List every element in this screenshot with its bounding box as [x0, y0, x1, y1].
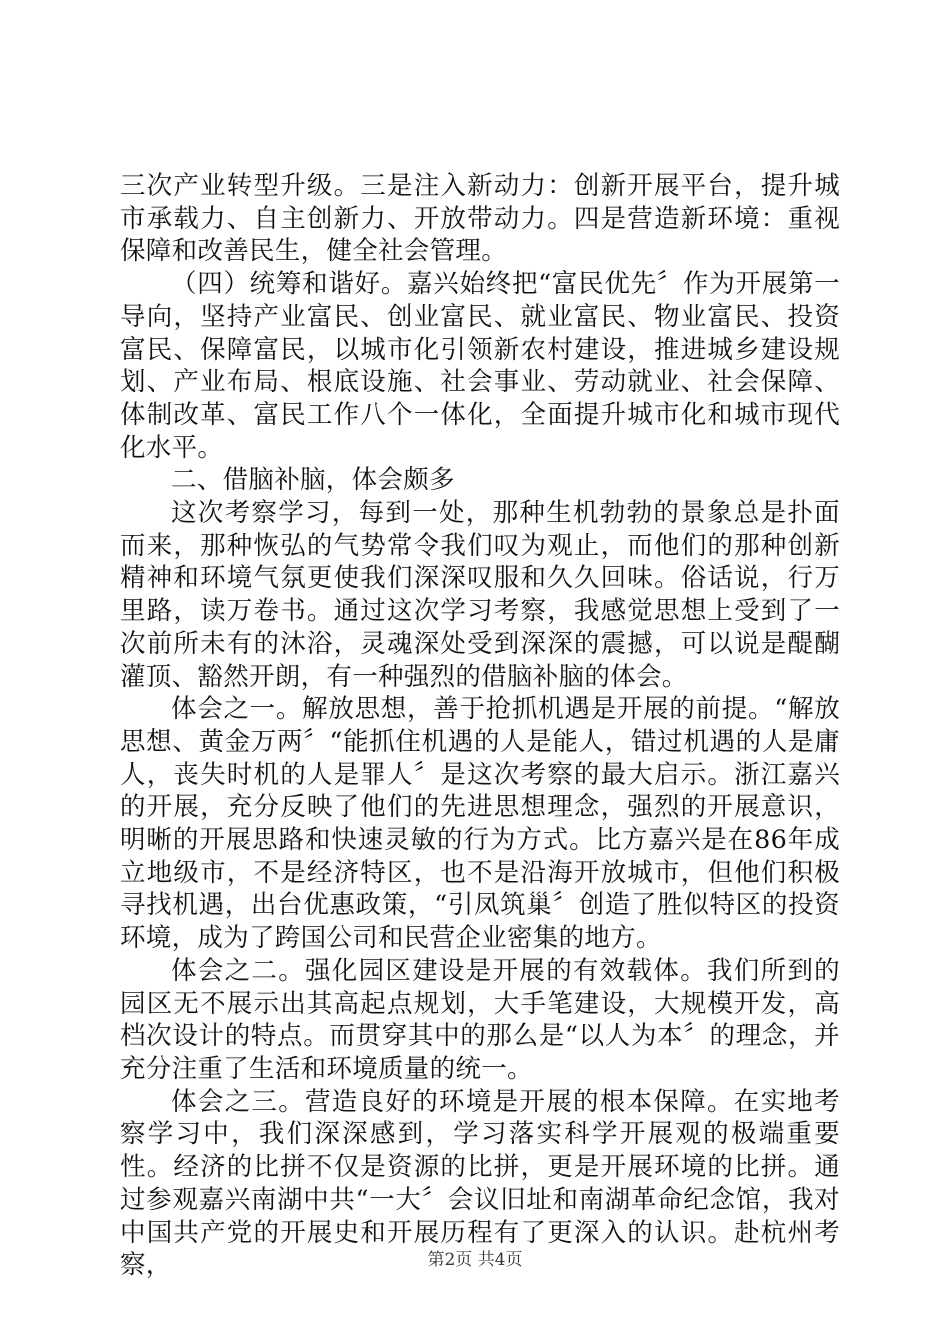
paragraph-industry-upgrade: 三次产业转型升级。三是注入新动力：创新开展平台，提升城市承载力、自主创新力、开放带动力。四是营造新环境：重视保障和改善民生，健全社会管理。 — [120, 171, 840, 267]
page-footer: 第2页 共4页 — [427, 1250, 523, 1270]
paragraph-insight-three: 体会之三。营造良好的环境是开展的根本保障。在实地考察学习中，我们深深感到，学习落实科学开展观的极端重要性。经济的比拼不仅是资源的比拼，更是开展环境的比拼。通过参观嘉兴南湖中共“一大〞会议旧址和南湖革命纪念馆，我对中国共产党的开展史和开展历程有了更深入的认识。赴杭州考察， — [120, 1086, 840, 1281]
paragraph-insight-one: 体会之一。解放思想，善于抢抓机遇是开展的前提。“解放思想、黄金万两〞“能抓住机遇的人是能人，错过机遇的人是庸人，丧失时机的人是罪人〞是这次考察的最大启示。浙江嘉兴的开展，充分反映了他们的先进思想理念，强烈的开展意识，明晰的开展思路和快速灵敏的行为方式。比方嘉兴是在86年成立地级市，不是经济特区，也不是沿海开放城市，但他们积极寻找机遇，出台优惠政策，“引凤筑巢〞创造了胜似特区的投资环境，成为了跨国公司和民营企业密集的地方。 — [120, 694, 840, 954]
document-body — [120, 170, 840, 1282]
paragraph-harmony: （四）统筹和谐好。嘉兴始终把“富民优先〞作为开展第一导向，坚持产业富民、创业富民、就业富民、物业富民、投资富民、保障富民，以城市化引领新农村建设，推进城乡建设规划、产业布局、根底设施、社会事业、劳动就业、社会保障、体制改革、富民工作八个一体化，全面提升城市化和城市现代化水平。 — [120, 269, 840, 463]
section-heading: 二、借脑补脑，体会颇多 — [171, 465, 455, 496]
paragraph-insight-two: 体会之二。强化园区建设是开展的有效载体。我们所到的园区无不展示出其高起点规划，大手笔建设，大规模开发，高档次设计的特点。而贯穿其中的那么是“以人为本〞的理念，并充分注重了生活和环境质量的统一。 — [120, 955, 840, 1084]
paragraph-study-trip: 这次考察学习，每到一处，那种生机勃勃的景象总是扑面而来，那种恢弘的气势常令我们叹为观止，而他们的那种创新精神和环境气氛更使我们深深叹服和久久回味。俗话说，行万里路，读万卷书。通过这次学习考察，我感觉思想上受到了一次前所未有的沐浴，灵魂深处受到深深的震撼，可以说是醍醐灌顶、豁然开朗，有一种强烈的借脑补脑的体会。 — [120, 498, 840, 692]
